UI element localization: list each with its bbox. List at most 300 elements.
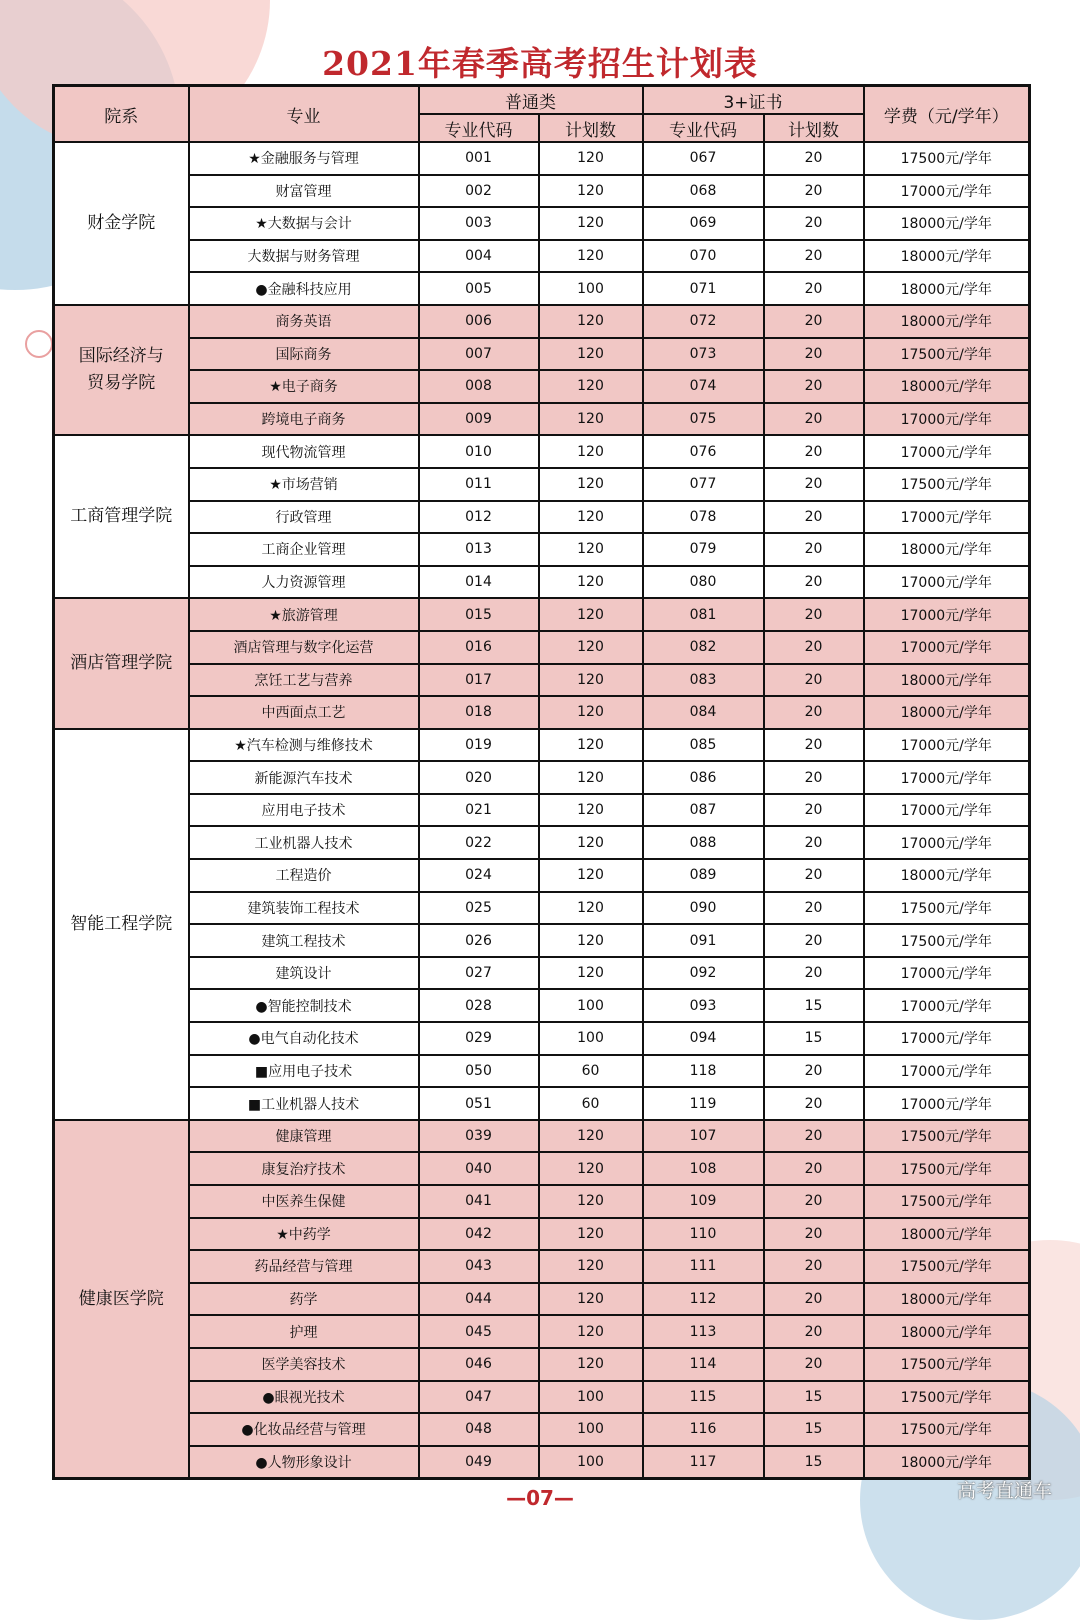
cert-plan-cell: 20: [764, 272, 864, 305]
regular-code-cell: 013: [419, 533, 539, 566]
major-cell: 药学: [189, 1283, 419, 1316]
cert-code-cell: 093: [643, 989, 764, 1022]
dept-cell: 国际经济与 贸易学院: [54, 305, 189, 435]
regular-code-cell: 025: [419, 892, 539, 925]
regular-code-cell: 029: [419, 1022, 539, 1055]
major-cell: ●眼视光技术: [189, 1381, 419, 1414]
major-cell: ★中药学: [189, 1218, 419, 1251]
cert-plan-cell: 20: [764, 207, 864, 240]
cert-plan-cell: 20: [764, 892, 864, 925]
major-cell: 现代物流管理: [189, 435, 419, 468]
regular-plan-cell: 120: [539, 435, 643, 468]
header-group-cert: 3+证书: [643, 86, 864, 115]
regular-plan-cell: 120: [539, 533, 643, 566]
cert-code-cell: 073: [643, 338, 764, 371]
table-row: [54, 1446, 1030, 1479]
table-row: [54, 924, 1030, 957]
regular-plan-cell: 120: [539, 175, 643, 208]
cert-plan-cell: 20: [764, 924, 864, 957]
page-number: —07—: [506, 1486, 574, 1510]
regular-code-cell: 043: [419, 1250, 539, 1283]
fee-cell: 17000元/学年: [864, 729, 1030, 762]
table-row: [54, 1413, 1030, 1446]
regular-code-cell: 003: [419, 207, 539, 240]
fee-cell: 18000元/学年: [864, 207, 1030, 240]
cert-code-cell: 087: [643, 794, 764, 827]
fee-cell: 17000元/学年: [864, 761, 1030, 794]
regular-code-cell: 006: [419, 305, 539, 338]
fee-cell: 17000元/学年: [864, 566, 1030, 599]
cert-plan-cell: 20: [764, 142, 864, 175]
cert-code-cell: 077: [643, 468, 764, 501]
cert-plan-cell: 20: [764, 826, 864, 859]
table-row: [54, 403, 1030, 436]
regular-code-cell: 015: [419, 598, 539, 631]
cert-plan-cell: 15: [764, 1446, 864, 1479]
cert-plan-cell: 20: [764, 1283, 864, 1316]
major-cell: ●金融科技应用: [189, 272, 419, 305]
regular-plan-cell: 120: [539, 826, 643, 859]
regular-code-cell: 016: [419, 631, 539, 664]
header-regular-code: 专业代码: [419, 114, 539, 142]
major-cell: ■工业机器人技术: [189, 1087, 419, 1120]
fee-cell: 18000元/学年: [864, 370, 1030, 403]
fee-cell: 18000元/学年: [864, 696, 1030, 729]
cert-code-cell: 110: [643, 1218, 764, 1251]
fee-cell: 17500元/学年: [864, 1185, 1030, 1218]
cert-code-cell: 116: [643, 1413, 764, 1446]
regular-code-cell: 005: [419, 272, 539, 305]
dept-cell: 健康医学院: [54, 1120, 189, 1479]
regular-plan-cell: 120: [539, 598, 643, 631]
regular-plan-cell: 120: [539, 957, 643, 990]
fee-cell: 17000元/学年: [864, 957, 1030, 990]
dept-cell: 工商管理学院: [54, 435, 189, 598]
cert-code-cell: 094: [643, 1022, 764, 1055]
regular-plan-cell: 120: [539, 1120, 643, 1153]
regular-code-cell: 048: [419, 1413, 539, 1446]
major-cell: ★市场营销: [189, 468, 419, 501]
major-cell: 酒店管理与数字化运营: [189, 631, 419, 664]
header-group-regular: 普通类: [419, 86, 643, 115]
table-row: [54, 1381, 1030, 1414]
cert-code-cell: 115: [643, 1381, 764, 1414]
major-cell: 药品经营与管理: [189, 1250, 419, 1283]
table-row: [54, 989, 1030, 1022]
cert-code-cell: 075: [643, 403, 764, 436]
cert-plan-cell: 20: [764, 1250, 864, 1283]
regular-code-cell: 021: [419, 794, 539, 827]
cert-code-cell: 091: [643, 924, 764, 957]
watermark-text: 高考直通车: [956, 1480, 1052, 1502]
regular-plan-cell: 120: [539, 631, 643, 664]
fee-cell: 18000元/学年: [864, 240, 1030, 273]
regular-code-cell: 018: [419, 696, 539, 729]
fee-cell: 17000元/学年: [864, 1022, 1030, 1055]
fee-cell: 17000元/学年: [864, 631, 1030, 664]
fee-cell: 17000元/学年: [864, 826, 1030, 859]
cert-plan-cell: 20: [764, 859, 864, 892]
regular-plan-cell: 100: [539, 1446, 643, 1479]
regular-plan-cell: 120: [539, 403, 643, 436]
major-cell: ●智能控制技术: [189, 989, 419, 1022]
major-cell: ★大数据与会计: [189, 207, 419, 240]
cert-code-cell: 080: [643, 566, 764, 599]
cert-plan-cell: 20: [764, 1055, 864, 1088]
table-row: [54, 1250, 1030, 1283]
regular-code-cell: 046: [419, 1348, 539, 1381]
fee-cell: 18000元/学年: [864, 272, 1030, 305]
cert-code-cell: 086: [643, 761, 764, 794]
table-row: [54, 598, 1030, 631]
cert-plan-cell: 20: [764, 240, 864, 273]
cert-code-cell: 090: [643, 892, 764, 925]
regular-plan-cell: 100: [539, 1413, 643, 1446]
cert-plan-cell: 20: [764, 338, 864, 371]
regular-plan-cell: 120: [539, 1185, 643, 1218]
table-row: [54, 1022, 1030, 1055]
regular-code-cell: 022: [419, 826, 539, 859]
cert-code-cell: 112: [643, 1283, 764, 1316]
cert-code-cell: 088: [643, 826, 764, 859]
regular-plan-cell: 60: [539, 1087, 643, 1120]
table-row: [54, 338, 1030, 371]
major-cell: 中医养生保健: [189, 1185, 419, 1218]
regular-code-cell: 045: [419, 1315, 539, 1348]
cert-plan-cell: 20: [764, 435, 864, 468]
regular-code-cell: 047: [419, 1381, 539, 1414]
cert-plan-cell: 20: [764, 403, 864, 436]
cert-plan-cell: 20: [764, 501, 864, 534]
regular-code-cell: 001: [419, 142, 539, 175]
regular-code-cell: 014: [419, 566, 539, 599]
cert-code-cell: 067: [643, 142, 764, 175]
regular-plan-cell: 120: [539, 924, 643, 957]
regular-plan-cell: 120: [539, 338, 643, 371]
header-cert-plan: 计划数: [764, 114, 864, 142]
table-row: [54, 1315, 1030, 1348]
major-cell: ★电子商务: [189, 370, 419, 403]
regular-code-cell: 024: [419, 859, 539, 892]
regular-plan-cell: 60: [539, 1055, 643, 1088]
regular-code-cell: 027: [419, 957, 539, 990]
regular-plan-cell: 120: [539, 729, 643, 762]
cert-plan-cell: 20: [764, 729, 864, 762]
cert-code-cell: 081: [643, 598, 764, 631]
regular-plan-cell: 120: [539, 305, 643, 338]
cert-code-cell: 107: [643, 1120, 764, 1153]
cert-code-cell: 071: [643, 272, 764, 305]
major-cell: ■应用电子技术: [189, 1055, 419, 1088]
table-row: [54, 1152, 1030, 1185]
cert-code-cell: 114: [643, 1348, 764, 1381]
cert-plan-cell: 20: [764, 1185, 864, 1218]
regular-code-cell: 049: [419, 1446, 539, 1479]
fee-cell: 17000元/学年: [864, 501, 1030, 534]
regular-plan-cell: 100: [539, 272, 643, 305]
regular-code-cell: 008: [419, 370, 539, 403]
regular-code-cell: 028: [419, 989, 539, 1022]
fee-cell: 17000元/学年: [864, 794, 1030, 827]
fee-cell: 18000元/学年: [864, 305, 1030, 338]
cert-plan-cell: 20: [764, 957, 864, 990]
fee-cell: 18000元/学年: [864, 1446, 1030, 1479]
fee-cell: 18000元/学年: [864, 859, 1030, 892]
major-cell: 工业机器人技术: [189, 826, 419, 859]
cert-plan-cell: 20: [764, 598, 864, 631]
major-cell: 护理: [189, 1315, 419, 1348]
decor-ring: [25, 330, 53, 358]
regular-plan-cell: 120: [539, 207, 643, 240]
major-cell: ●人物形象设计: [189, 1446, 419, 1479]
fee-cell: 17000元/学年: [864, 435, 1030, 468]
table-row: [54, 859, 1030, 892]
cert-plan-cell: 15: [764, 1381, 864, 1414]
cert-plan-cell: 20: [764, 1218, 864, 1251]
regular-plan-cell: 100: [539, 989, 643, 1022]
major-cell: 商务英语: [189, 305, 419, 338]
fee-cell: 17500元/学年: [864, 1120, 1030, 1153]
fee-cell: 17000元/学年: [864, 1055, 1030, 1088]
cert-code-cell: 113: [643, 1315, 764, 1348]
dept-cell: 智能工程学院: [54, 729, 189, 1120]
fee-cell: 17500元/学年: [864, 924, 1030, 957]
regular-plan-cell: 120: [539, 468, 643, 501]
regular-code-cell: 012: [419, 501, 539, 534]
header-dept: 院系: [54, 86, 189, 143]
fee-cell: 17500元/学年: [864, 338, 1030, 371]
table-row: [54, 1283, 1030, 1316]
table-row: [54, 142, 1030, 175]
cert-code-cell: 078: [643, 501, 764, 534]
table-row: [54, 240, 1030, 273]
regular-plan-cell: 100: [539, 1381, 643, 1414]
header-cert-code: 专业代码: [643, 114, 764, 142]
fee-cell: 17500元/学年: [864, 1348, 1030, 1381]
major-cell: ★汽车检测与维修技术: [189, 729, 419, 762]
cert-code-cell: 119: [643, 1087, 764, 1120]
table-row: [54, 1087, 1030, 1120]
regular-plan-cell: 100: [539, 1022, 643, 1055]
table-row: [54, 207, 1030, 240]
regular-plan-cell: 120: [539, 142, 643, 175]
regular-code-cell: 019: [419, 729, 539, 762]
cert-plan-cell: 15: [764, 1022, 864, 1055]
regular-plan-cell: 120: [539, 370, 643, 403]
cert-code-cell: 076: [643, 435, 764, 468]
regular-code-cell: 011: [419, 468, 539, 501]
table-row: [54, 664, 1030, 697]
cert-code-cell: 083: [643, 664, 764, 697]
cert-plan-cell: 20: [764, 533, 864, 566]
major-cell: 国际商务: [189, 338, 419, 371]
table-row: [54, 761, 1030, 794]
regular-plan-cell: 120: [539, 501, 643, 534]
regular-plan-cell: 120: [539, 761, 643, 794]
table-row: [54, 1185, 1030, 1218]
fee-cell: 17500元/学年: [864, 1413, 1030, 1446]
major-cell: 建筑装饰工程技术: [189, 892, 419, 925]
regular-plan-cell: 120: [539, 1250, 643, 1283]
cert-plan-cell: 20: [764, 1152, 864, 1185]
header-fee: 学费（元/学年）: [864, 86, 1030, 143]
table-row: [54, 370, 1030, 403]
fee-cell: 17000元/学年: [864, 1087, 1030, 1120]
cert-code-cell: 074: [643, 370, 764, 403]
major-cell: 医学美容技术: [189, 1348, 419, 1381]
cert-code-cell: 085: [643, 729, 764, 762]
regular-code-cell: 039: [419, 1120, 539, 1153]
major-cell: ★旅游管理: [189, 598, 419, 631]
fee-cell: 17500元/学年: [864, 1381, 1030, 1414]
regular-plan-cell: 120: [539, 859, 643, 892]
regular-plan-cell: 120: [539, 566, 643, 599]
major-cell: 建筑设计: [189, 957, 419, 990]
table-row: [54, 696, 1030, 729]
enrollment-table: [52, 84, 1031, 1480]
major-cell: 行政管理: [189, 501, 419, 534]
regular-plan-cell: 120: [539, 1283, 643, 1316]
fee-cell: 17500元/学年: [864, 1250, 1030, 1283]
cert-plan-cell: 20: [764, 1315, 864, 1348]
table-row: [54, 272, 1030, 305]
table-row: [54, 631, 1030, 664]
table-row: [54, 1120, 1030, 1153]
fee-cell: 18000元/学年: [864, 533, 1030, 566]
cert-plan-cell: 20: [764, 1348, 864, 1381]
table-row: [54, 435, 1030, 468]
regular-code-cell: 026: [419, 924, 539, 957]
dept-cell: 酒店管理学院: [54, 598, 189, 728]
table-row: [54, 1218, 1030, 1251]
regular-plan-cell: 120: [539, 240, 643, 273]
header-regular-plan: 计划数: [539, 114, 643, 142]
fee-cell: 17000元/学年: [864, 175, 1030, 208]
regular-plan-cell: 120: [539, 1152, 643, 1185]
major-cell: 康复治疗技术: [189, 1152, 419, 1185]
table-row: [54, 826, 1030, 859]
table-row: [54, 175, 1030, 208]
regular-code-cell: 051: [419, 1087, 539, 1120]
cert-code-cell: 082: [643, 631, 764, 664]
cert-code-cell: 111: [643, 1250, 764, 1283]
cert-code-cell: 089: [643, 859, 764, 892]
major-cell: 中西面点工艺: [189, 696, 419, 729]
cert-plan-cell: 20: [764, 696, 864, 729]
regular-code-cell: 007: [419, 338, 539, 371]
cert-plan-cell: 15: [764, 1413, 864, 1446]
major-cell: 大数据与财务管理: [189, 240, 419, 273]
fee-cell: 18000元/学年: [864, 664, 1030, 697]
table-row: [54, 957, 1030, 990]
cert-code-cell: 108: [643, 1152, 764, 1185]
fee-cell: 17500元/学年: [864, 892, 1030, 925]
regular-code-cell: 002: [419, 175, 539, 208]
major-cell: 应用电子技术: [189, 794, 419, 827]
cert-code-cell: 109: [643, 1185, 764, 1218]
regular-plan-cell: 120: [539, 794, 643, 827]
fee-cell: 17000元/学年: [864, 989, 1030, 1022]
cert-plan-cell: 20: [764, 305, 864, 338]
major-cell: 财富管理: [189, 175, 419, 208]
regular-code-cell: 042: [419, 1218, 539, 1251]
cert-plan-cell: 20: [764, 468, 864, 501]
cert-plan-cell: 20: [764, 370, 864, 403]
cert-code-cell: 069: [643, 207, 764, 240]
fee-cell: 17000元/学年: [864, 403, 1030, 436]
cert-code-cell: 079: [643, 533, 764, 566]
cert-plan-cell: 20: [764, 664, 864, 697]
major-cell: ●化妆品经营与管理: [189, 1413, 419, 1446]
fee-cell: 17000元/学年: [864, 598, 1030, 631]
cert-code-cell: 092: [643, 957, 764, 990]
regular-code-cell: 009: [419, 403, 539, 436]
regular-code-cell: 050: [419, 1055, 539, 1088]
regular-code-cell: 041: [419, 1185, 539, 1218]
table-row: [54, 1055, 1030, 1088]
fee-cell: 18000元/学年: [864, 1315, 1030, 1348]
cert-code-cell: 084: [643, 696, 764, 729]
major-cell: 工程造价: [189, 859, 419, 892]
table-row: [54, 1348, 1030, 1381]
table-row: [54, 566, 1030, 599]
fee-cell: 18000元/学年: [864, 1283, 1030, 1316]
cert-plan-cell: 20: [764, 631, 864, 664]
cert-code-cell: 118: [643, 1055, 764, 1088]
major-cell: 建筑工程技术: [189, 924, 419, 957]
table-row: [54, 794, 1030, 827]
cert-code-cell: 072: [643, 305, 764, 338]
regular-code-cell: 044: [419, 1283, 539, 1316]
cert-plan-cell: 20: [764, 175, 864, 208]
regular-code-cell: 040: [419, 1152, 539, 1185]
regular-plan-cell: 120: [539, 664, 643, 697]
major-cell: 烹饪工艺与营养: [189, 664, 419, 697]
cert-code-cell: 068: [643, 175, 764, 208]
major-cell: 新能源汽车技术: [189, 761, 419, 794]
table-row: [54, 892, 1030, 925]
fee-cell: 17500元/学年: [864, 142, 1030, 175]
fee-cell: 17500元/学年: [864, 1152, 1030, 1185]
regular-code-cell: 010: [419, 435, 539, 468]
major-cell: ★金融服务与管理: [189, 142, 419, 175]
cert-code-cell: 070: [643, 240, 764, 273]
cert-plan-cell: 20: [764, 1087, 864, 1120]
fee-cell: 17500元/学年: [864, 468, 1030, 501]
regular-code-cell: 020: [419, 761, 539, 794]
table-row: [54, 729, 1030, 762]
regular-plan-cell: 120: [539, 1348, 643, 1381]
major-cell: ●电气自动化技术: [189, 1022, 419, 1055]
regular-plan-cell: 120: [539, 1218, 643, 1251]
regular-code-cell: 017: [419, 664, 539, 697]
table-row: [54, 533, 1030, 566]
cert-plan-cell: 20: [764, 761, 864, 794]
cert-plan-cell: 20: [764, 794, 864, 827]
page-title: 2021年春季高考招生计划表: [322, 44, 758, 83]
regular-code-cell: 004: [419, 240, 539, 273]
regular-plan-cell: 120: [539, 1315, 643, 1348]
table-row: [54, 468, 1030, 501]
regular-plan-cell: 120: [539, 892, 643, 925]
major-cell: 健康管理: [189, 1120, 419, 1153]
dept-cell: 财金学院: [54, 142, 189, 305]
regular-plan-cell: 120: [539, 696, 643, 729]
table-row: [54, 501, 1030, 534]
cert-plan-cell: 20: [764, 1120, 864, 1153]
cert-plan-cell: 20: [764, 566, 864, 599]
cert-plan-cell: 15: [764, 989, 864, 1022]
